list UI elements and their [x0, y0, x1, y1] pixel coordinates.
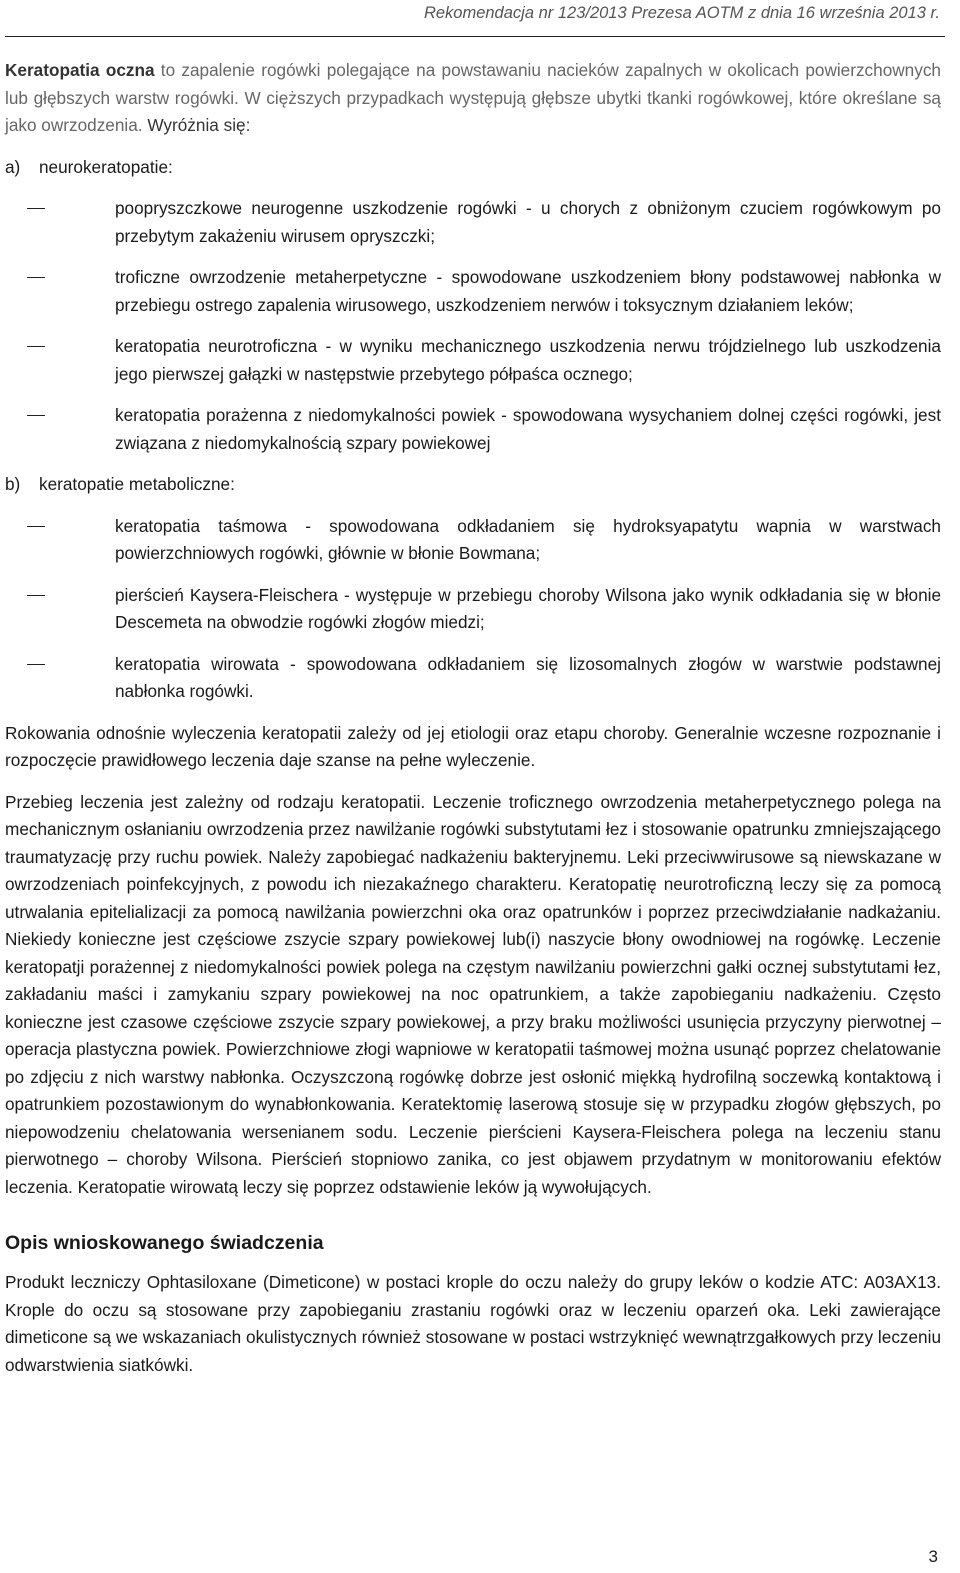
- group-b-label: b): [5, 474, 21, 494]
- list-item: [115, 513, 941, 568]
- group-a-list: [5, 195, 941, 457]
- list-item: [115, 651, 941, 706]
- list-item-text: keratopatia porażenna z niedomykalności powiek - spowodowana wysychaniem dolnej części rogówki, jest związana z niedomykalnością szpary powiekowej: [115, 405, 941, 453]
- list-item-text: keratopatia neurotroficzna - w wyniku mechanicznego uszkodzenia nerwu trójdzielnego lub uszkodzenia jego pierwszej gałązki w następstwie przebytego półpaśca ocznego;: [115, 336, 941, 384]
- intro-text: to zapalenie rogówki polegające na powstawaniu nacieków zapalnych w okolicach powierzchownych lub głębszych warstw rogówki. W cięższych przypadkach występują głębsze ubytki tkanki rogówkowej, które określane są jako owrzodzenia.: [5, 60, 941, 135]
- list-item: [115, 582, 941, 637]
- list-item-text: pierścień Kaysera-Fleischera - występuje w przebiegu choroby Wilsona jako wynik odkładania się w błonie Descemeta na obwodzie rogówki złogów miedzi;: [115, 584, 941, 632]
- group-a-label: a): [5, 156, 21, 177]
- intro-paragraph: [5, 57, 941, 140]
- section-heading: Opis wnioskowanego świadczenia: [5, 1232, 324, 1254]
- list-item: [115, 402, 941, 457]
- group-b: [5, 471, 941, 499]
- group-a: [5, 154, 941, 182]
- dash-bullet: [27, 415, 45, 416]
- dash-bullet: [27, 208, 45, 209]
- list-item-text: poopryszczkowe neurogenne uszkodzenie rogówki - u chorych z obniżonym czuciem rogówkowym po przebytym zakażeniu wirusem opryszczki;: [115, 198, 941, 246]
- list-item: [115, 195, 941, 250]
- group-b-list: [5, 513, 941, 706]
- dash-bullet: [27, 664, 45, 665]
- list-item-text: keratopatia taśmowa - spowodowana odkładaniem się hydroksyapatytu wapnia w warstwach powierzchniowych rogówki, głównie w błonie Bowmana;: [115, 515, 941, 563]
- dash-bullet: [27, 346, 45, 347]
- document-body: [5, 57, 941, 1393]
- list-item: [115, 333, 941, 388]
- list-item-text: keratopatia wirowata - spowodowana odkładaniem się lizosomalnych złogów w warstwie podstawnej nabłonka rogówki.: [115, 653, 941, 701]
- list-item-text: troficzne owrzodzenie metaherpetyczne - spowodowane uszkodzeniem błony podstawowej nabłonka w przebiegu ostrego zapalenia wirusowego, uszkodzeniem nerwów i toksycznym działaniem leków;: [115, 267, 941, 315]
- running-header: Rekomendacja nr 123/2013 Prezesa AOTM z dnia 16 września 2013 r.: [423, 4, 940, 22]
- list-item: [115, 264, 941, 319]
- header-rule: [5, 36, 945, 37]
- section-paragraph: Produkt leczniczy Ophtasiloxane (Dimeticone) w postaci krople do oczu należy do grupy leków o kodzie ATC: A03AX13. Krople do oczu są stosowane przy zapobieganiu zrastaniu rogówki oraz w leczeniu oparzeń oka. Leki zawierające dimeticone są we wskazaniach okulistycznych również stosowane w postaci wstrzyknięć wewnątrzgałkowych przy leczeniu odwarstwienia siatkówki.: [5, 1272, 941, 1375]
- intro-term: Keratopatia oczna: [5, 60, 155, 80]
- page-number: 3: [928, 1547, 938, 1566]
- treatment-paragraph: Przebieg leczenia jest zależny od rodzaju keratopatii. Leczenie troficznego owrzodzenia metaherpetycznego polega na mechanicznym osłanianiu owrzodzenia przez nawilżanie rogówki substytutami łez i stosowanie opatrunku zmniejszającego traumatyzację przy ruchu powiek. Należy zapobiegać nadkażeniu bakteryjnemu. Leki przeciwwirusowe są niewskazane w owrzodzeniach poinfekcyjnych, z powodu ich niezakaźnego charakteru. Keratopatię neurotroficzną leczy się za pomocą utrwalania epitelializacji za pomocą nawilżania powierzchni oka oraz opatrunków i poprzez przeciwdziałanie nadkażaniu. Niekiedy konieczne jest częściowe zszycie szpary powiekowej lub(i) naszycie błony owodniowej na rogówkę. Leczenie keratopatji porażennej z niedomykalności powiek polega na częstym nawilżaniu powierzchni gałki ocznej substytutami łez, zakładaniu maści i zamykaniu szpary powiekowej na noc opatrunkiem, a także zapobieganiu nadkażeniu. Często konieczne jest czasowe częściowe zszycie szpary powiekowej, a przy braku możliwości usunięcia przyczyny pierwotnej – operacja plastyczna powiek. Powierzchniowe złogi wapniowe w keratopatii taśmowej można usunąć poprzez chelatowanie po zdjęciu z nich warstwy nabłonka. Oczyszczoną rogówkę dobrze jest osłonić miękką hydrofilną soczewką kontaktową i opatrunkiem pozostawionym do wynabłonkowania. Keratektomię laserową stosuje się w przypadku złogów głębszych, po niepowodzeniu chelatowania wersenianem sodu. Leczenie pierścieni Kaysera-Fleischera polega na leczeniu stanu pierwotnego – choroby Wilsona. Pierścień stopniowo zanika, co jest objawem przydatnym w monitorowaniu efektów leczenia. Keratopatie wirowatą leczy się poprzez odstawienie leków ją wywołujących.: [5, 791, 941, 1197]
- group-b-title: keratopatie metaboliczne:: [39, 474, 235, 494]
- group-a-title: neurokeratopatie:: [39, 156, 173, 177]
- prognosis-paragraph: Rokowania odnośnie wyleczenia keratopatii zależy od jej etiologii oraz etapu choroby. Generalnie wczesne rozpoznanie i rozpoczęcie prawidłowego leczenia daje szanse na pełne wyleczenie.: [5, 722, 941, 770]
- dash-bullet: [27, 526, 45, 527]
- dash-bullet: [27, 595, 45, 596]
- intro-text-tail: Wyróżnia się:: [142, 115, 251, 135]
- dash-bullet: [27, 277, 45, 278]
